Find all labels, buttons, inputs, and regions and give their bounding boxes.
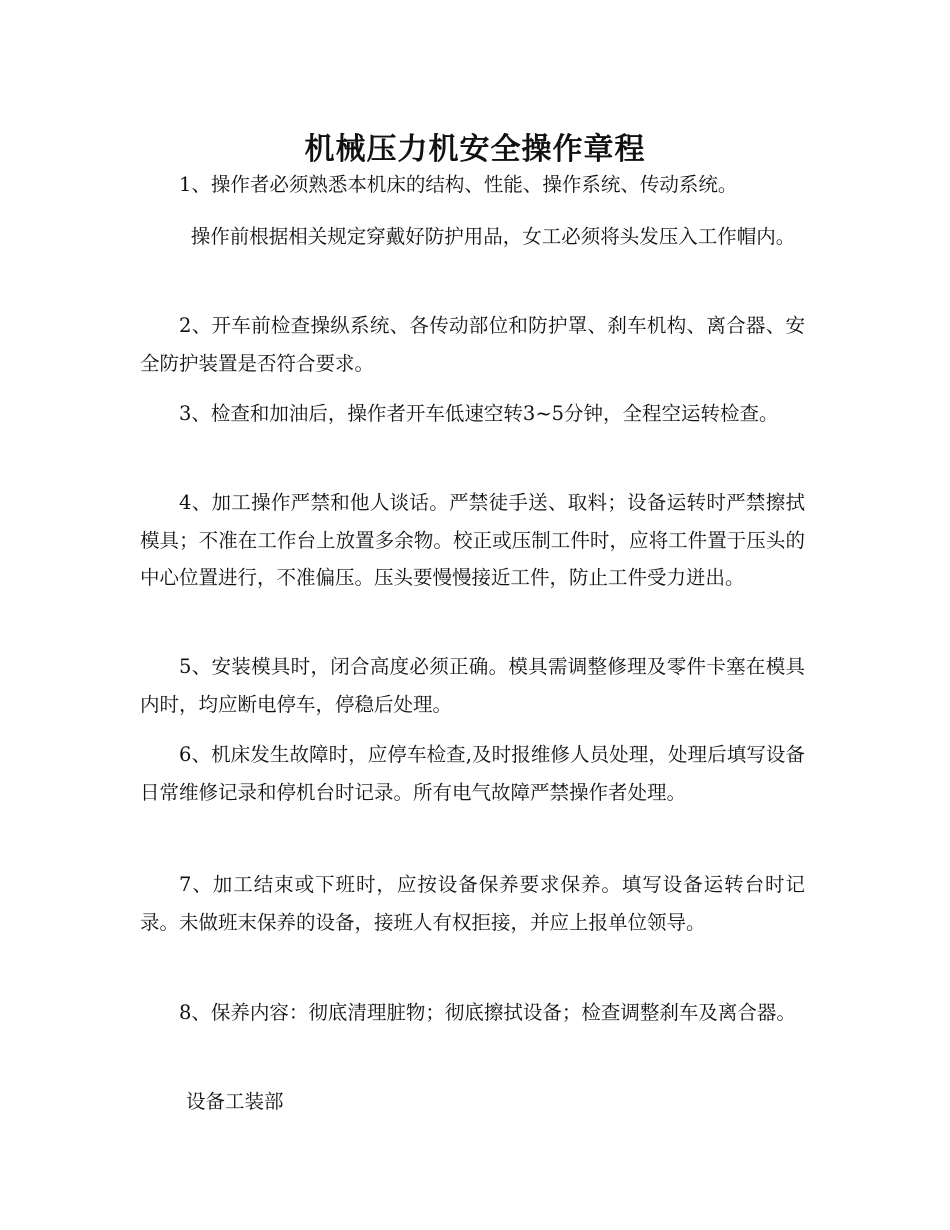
paragraph-3: 3、检查和加油后，操作者开车低速空转3~5分钟，全程空运转检查。 <box>179 402 779 425</box>
paragraph-8: 8、保养内容：彻底清理脏物；彻底擦拭设备；检查调整刹车及离合器。 <box>179 1001 796 1024</box>
paragraph-5: 5、安装模具时，闭合高度必须正确。模具需调整修理及零件卡塞在模具内时，均应断电停车，停稳后处理。 <box>140 655 805 716</box>
document-title: 机械压力机安全操作章程 <box>304 132 646 168</box>
paragraph-1: 1、操作者必须熟悉本机床的结构、性能、操作系统、传动系统。 <box>179 173 738 196</box>
paragraph-4: 4、加工操作严禁和他人谈话。严禁徒手送、取料；设备运转时严禁擦拭模具；不准在工作台上放置多余物。校正或压制工件时，应将工件置于压头的中心位置进行，不准偏压。压头要慢慢接近工件，防止工件受力迸出。 <box>140 491 805 589</box>
paragraph-2: 2、开车前检查操纵系统、各传动部位和防护罩、刹车机构、离合器、安全防护装置是否符合要求。 <box>140 314 805 375</box>
department-signature: 设备工装部 <box>186 1090 284 1113</box>
paragraph-7: 7、加工结束或下班时，应按设备保养要求保养。填写设备运转台时记录。未做班末保养的设备，接班人有权拒接，并应上报单位领导。 <box>140 873 805 934</box>
paragraph-6: 6、机床发生故障时，应停车检查,及时报维修人员处理，处理后填写设备日常维修记录和停机台时记录。所有电气故障严禁操作者处理。 <box>140 743 805 804</box>
paragraph-protective-equipment: 操作前根据相关规定穿戴好防护用品，女工必须将头发压入工作帽内。 <box>190 225 796 248</box>
